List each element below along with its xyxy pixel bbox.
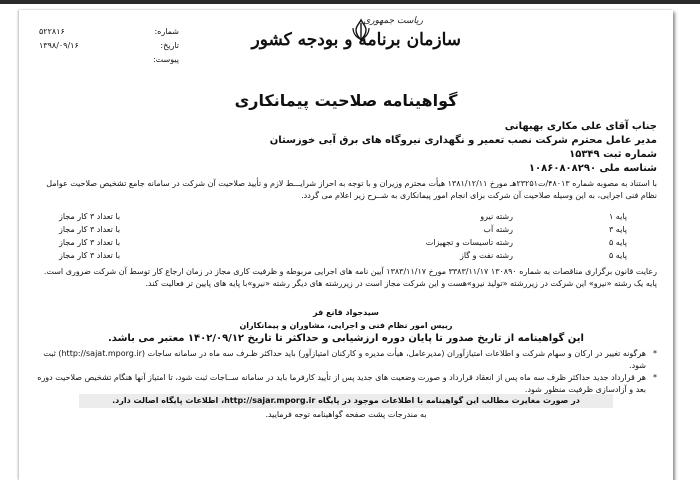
meta-label: تاریخ: bbox=[160, 40, 179, 50]
bullet: * bbox=[653, 373, 657, 382]
viewer-top-bar bbox=[0, 0, 700, 4]
qualification-row bbox=[59, 249, 627, 262]
signature-block bbox=[19, 306, 673, 332]
qualification-capacity: با تعداد ۳ کار مجاز bbox=[59, 212, 121, 221]
signer-name: سیدجواد قانع فر bbox=[313, 308, 379, 317]
rules-block bbox=[33, 348, 657, 396]
recipient-block bbox=[33, 120, 657, 176]
letter-number: ۵۲۲۸۱۶ bbox=[39, 26, 65, 36]
national-id: شناسه ملی ۱۰۸۶۰۸۰۸۲۹۰ bbox=[528, 163, 657, 174]
meta-attachment-row bbox=[39, 52, 179, 66]
qualification-capacity: با تعداد ۳ کار مجاز bbox=[59, 225, 121, 234]
meta-label: پیوست: bbox=[152, 54, 179, 64]
registration-number: شماره ثبت ۱۵۳۴۹ bbox=[569, 149, 657, 160]
qualification-grade: پایه ۱ bbox=[608, 212, 627, 221]
note-text: رعایت قانون برگزاری مناقصات به شماره ۱۳۰۸۹۰ ۳۳۸۳/۱۱/۱۷ مورخ ۱۳۸۳/۱۱/۱۷ آیین نامه های اجرایی مربوطه و ظرفیت کاری مجاز در زمان ارجاع کار توسط آن شرکت ضروری است. bbox=[43, 267, 657, 276]
qualification-field: رشته نفت و گاز bbox=[460, 251, 513, 260]
qualification-row bbox=[59, 236, 627, 249]
meta-label: شماره: bbox=[154, 26, 179, 36]
org-name: سازمان برنامه و بودجه کشور bbox=[251, 30, 461, 50]
rule-item bbox=[33, 348, 657, 372]
qualification-field: رشته تاسیسات و تجهیزات bbox=[425, 238, 513, 247]
document-page bbox=[19, 10, 673, 480]
letter-date: ۱۳۹۸/۰۹/۱۶ bbox=[39, 40, 79, 50]
meta-date-row bbox=[39, 38, 179, 52]
back-page-note: به مندرجات پشت صفحه گواهینامه توجه فرمایید. bbox=[265, 410, 427, 419]
qualification-grade: پایه ۵ bbox=[608, 251, 627, 260]
letter-meta bbox=[39, 24, 179, 66]
bullet: * bbox=[653, 349, 657, 358]
signer-position: رییس امور نظام فنی و اجرایی، مشاوران و پیمانکاران bbox=[239, 321, 453, 330]
meta-number-row bbox=[39, 24, 179, 38]
preamble-text: با استناد به مصوبه شماره ۴۸۰۱۳/ت۲۳۲۵۱هـ مورخ ۱۳۸۱/۱۲/۱۱ هیأت محترم وزیران و با توجه به احراز شرایـــط لازم و تأیید صلاحیت آن شرکت در سامانه جامع تشخیص صلاحیت عوامل نظام فنی اجرایی، به این وسیله صلاحیت آن شرکت برای انجام امور پیمانکاری به شــرح زیر اعلام می گردد. bbox=[46, 179, 657, 200]
recipient-name: جناب آقای علی مکاری بهبهانی bbox=[504, 121, 657, 132]
note-text: پایه یک رشته «نیرو» این شرکت در زیررشته «تولید نیرو»هست و این شرکت مجاز است در زیررشته های دیگر رشته «نیرو»با پایه های پایین تر فعالیت کند. bbox=[145, 279, 657, 288]
validity-statement: این گواهینامه از تاریخ صدور تا پایان دوره ارزشیابی و حداکثر تا تاریخ ۱۴۰۲/۰۹/۱۲ معتبر می باشد. bbox=[108, 333, 584, 344]
qualification-row bbox=[59, 223, 627, 236]
qualification-capacity: با تعداد ۳ کار مجاز bbox=[59, 238, 121, 247]
qualification-field: رشته نیرو bbox=[480, 212, 513, 221]
qualification-row bbox=[59, 210, 627, 223]
rule-text: هر قرارداد جدید حداکثر ظرف سه ماه پس از انعقاد قرارداد و صورت وضعیت های جدید پس از تأیید کارفرما باید در سامانه ســاجات ثبت شود، تا امتیاز آنها هنگام تشخیص صلاحیت دوره بعد و آزادسازی ظرفیت منظور شود. bbox=[37, 373, 646, 394]
qualification-capacity: با تعداد ۳ کار مجاز bbox=[59, 251, 121, 260]
rule-text: هرگونه تغییر در ارکان و سهام شرکت و اطلاعات امتیازآوران (مدیرعامل، هیأت مدیره و کارکنان امتیازآور) باید حداکثر ظـرف سه ماه در سامانه ساجات (http://sajat.mporg.ir) ثبت شود. bbox=[43, 349, 646, 370]
recipient-company: مدیر عامل محترم شرکت نصب تعمیر و نگهداری نیروگاه های برق آبی خوزستان bbox=[269, 135, 657, 146]
org-superior: ریاست جمهوری bbox=[363, 16, 423, 26]
qualification-field: رشته آب bbox=[483, 225, 513, 234]
qualification-grade: پایه ۵ bbox=[608, 238, 627, 247]
warning-banner: در صورت مغایرت مطالب این گواهینامه با اطلاعات موجود در پایگاه http://sajar.mporg.ir، اطلاعات پایگاه اصالت دارد. bbox=[79, 394, 613, 408]
document-title: گواهینامه صلاحیت پیمانکاری bbox=[234, 91, 458, 110]
rule-item bbox=[33, 372, 657, 396]
qualification-list bbox=[59, 210, 627, 262]
notes-block bbox=[33, 266, 657, 290]
qualification-grade: پایه ۳ bbox=[608, 225, 627, 234]
